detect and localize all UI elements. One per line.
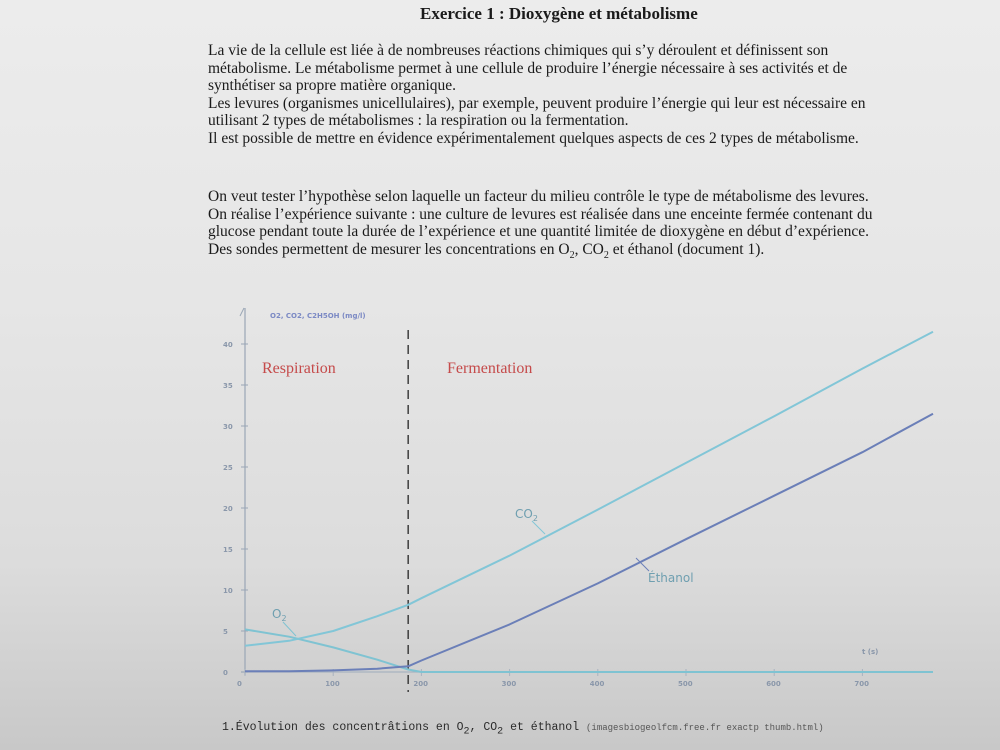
y-tick-label: 15	[223, 546, 233, 554]
x-axis-title: t (s)	[862, 648, 879, 656]
text-line: glucose pendant toute la durée de l’expérience et une quantité limitée de dioxygène en début d’expérience.	[208, 223, 870, 240]
caption-source: (imagesbiogeolfcm.free.fr exactp thumb.html)	[586, 723, 824, 733]
o2-line	[245, 629, 933, 672]
subscript: 2	[603, 249, 609, 261]
text-line: La vie de la cellule est liée à de nombreuses réactions chimiques qui s’y déroulent et définissent son	[208, 42, 829, 59]
y-axis-title: O2, CO2, C2H5OH (mg/l)	[270, 312, 366, 320]
caption-text: 1.Évolution des concentrâtions en O	[222, 721, 464, 734]
phase-label-respiration: Respiration	[262, 360, 336, 377]
text-line: Les levures (organismes unicellulaires), par exemple, peuvent produire l’énergie qui leur est nécessaire en	[208, 94, 866, 112]
y-tick-label: 35	[223, 382, 233, 390]
text-fragment: , CO	[574, 240, 604, 258]
x-tick-label: 0	[237, 680, 242, 688]
o2-series-label: $O_2$	[272, 607, 287, 623]
o2-leader	[283, 622, 296, 636]
x-tick-label: 200	[413, 680, 429, 688]
subscript: 2	[569, 249, 575, 261]
x-tick-label: 600	[766, 680, 781, 688]
x-tick-label: 400	[589, 680, 605, 688]
y-tick-label: 10	[223, 587, 233, 595]
text-fragment: Des sondes permettent de mesurer les concentrations en O	[208, 240, 570, 258]
ethanol-series-label: Éthanol	[648, 571, 694, 585]
text-line: métabolisme. Le métabolisme permet à une cellule de produire l’énergie nécessaire à ses activités et de	[208, 59, 848, 77]
text-fragment: et éthanol (document 1).	[608, 240, 765, 258]
text-line: synthétiser sa propre matière organique.	[208, 77, 457, 94]
y-tick-label: 25	[223, 464, 233, 472]
caption-text: et éthanol	[503, 721, 587, 734]
co2-series-label: $CO_2$	[515, 507, 538, 523]
figure-caption	[222, 721, 824, 737]
co2-leader	[532, 521, 545, 534]
caption-text: , CO	[469, 721, 498, 734]
co2-line	[245, 332, 933, 646]
y-axis-arrow	[240, 308, 244, 316]
text-line: On réalise l’expérience suivante : une culture de levures est réalisée dans une enceinte fermée contenant du	[208, 205, 873, 223]
y-tick-label: 40	[223, 341, 233, 349]
x-tick-label: 300	[501, 680, 517, 688]
chart-labels	[262, 312, 878, 656]
text-line: On veut tester l’hypothèse selon laquelle un facteur du milieu contrôle le type de métabolisme des levures.	[208, 188, 869, 205]
chart-series	[245, 332, 933, 672]
ethanol-line	[245, 414, 933, 672]
subscript: 2	[497, 726, 504, 738]
exercise-title: Exercice 1 : Dioxygène et métabolisme	[420, 4, 698, 23]
x-tick-label: 700	[854, 680, 870, 688]
y-tick-label: 20	[223, 505, 233, 513]
text-line: Il est possible de mettre en évidence expérimentalement quelques aspects de ces 2 types de métabolisme.	[208, 129, 859, 147]
y-tick-label: 5	[223, 628, 228, 636]
y-tick-label: 30	[223, 423, 233, 431]
phase-label-fermentation: Fermentation	[447, 360, 533, 377]
x-tick-label: 500	[678, 680, 693, 688]
y-tick-label: 0	[223, 669, 228, 677]
text-line: utilisant 2 types de métabolismes : la respiration ou la fermentation.	[208, 112, 629, 129]
x-tick-label: 100	[325, 680, 340, 688]
subscript: 2	[463, 726, 470, 738]
